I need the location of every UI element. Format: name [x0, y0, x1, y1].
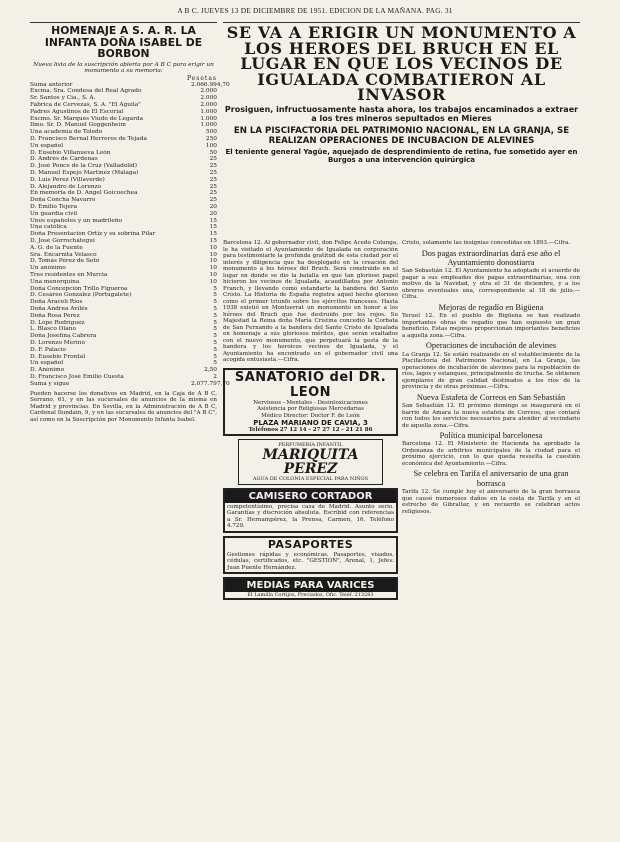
donor-name: Doña Josefina Cabrera: [30, 333, 97, 340]
mariquita-name: MARIQUITA PEREZ: [262, 446, 359, 477]
donor-name: D. Francisco Bernal Herreros de Tejada: [30, 136, 147, 143]
donor-row: [30, 265, 217, 272]
donor-amount: 2,50: [204, 367, 217, 374]
donor-amount: 25: [209, 170, 217, 177]
donor-amount: 25: [209, 183, 217, 190]
donor-amount: 15: [209, 231, 217, 238]
bruch-article: Barcelona 12. Al gobernador civil, don Felipe Acedo Colunga, le ha visitado el Ayuntamiento de Igualada en corporación para testimoniarle la profunda gratitud de esta ciudad por el interés y diligencia que ha desplegado en la creación del monumento a los héroes del Bruch. Será construido en el lugar en donde se dio la batalla en que tan glorioso papel hicieron los vecinos de Igualada, acaudillados por Antonio Franch, y llevando como estandarte la bandera del Santo Cristo. La Historia de España registra aquel hecho glorioso como el primer triunfo sobre los ejércitos franceses. Hasta 1938 existió en Montserrat un monumento en honor a los héroes del Bruch que fue destruido por los rojos. Su Majestad la Reina doña María Cristina concedió la Corbata de San Fernando a la bandera del Santo Cristo de Igualada en homenaje a sus gloriosos méritos, que serán exaltados con el nuevo monumento, que perpetuará la gesta de la bandera y los heroicos vecinos de Igualada, y el Ayuntamiento ha encontrado en el gobernador civil una acogida entusiasta.—Cifra.: [223, 240, 398, 363]
donor-amount: 10: [209, 272, 217, 278]
donor-row: [30, 258, 217, 265]
donor-row: [30, 211, 217, 218]
medias-text: El Lamilla Cortijos, Preciados, Ofic. Teléf. 213283: [247, 592, 374, 598]
donor-name: Doña Presentación Ortiz y su sobrina Pilar: [30, 231, 156, 238]
donor-name: Sra. Encarnita Velasco: [30, 251, 97, 258]
donor-name: D. Cesáreo González (Portugalete): [30, 292, 132, 299]
pasaportes-ad: [223, 536, 398, 575]
sanatorio-ad: [223, 368, 398, 436]
donor-row: [30, 367, 217, 374]
donor-name: Suma anterior: [30, 81, 73, 88]
donor-name: Fábrica de Cervezas, S. A. "El Aguila": [30, 102, 141, 109]
sanatorio-title: SANATORIO del DR. LEON: [234, 369, 387, 400]
donor-list: [30, 81, 230, 388]
donor-amount: 5: [213, 319, 217, 326]
donor-name: D. Alejandro de Lorenzo: [30, 183, 102, 190]
homenaje-intro: Nueva lista de la suscripción abierta por A B C para erigir un monumento a su memoria:: [33, 61, 214, 75]
donor-name: Una católica: [30, 224, 67, 231]
donor-amount: 2.066.994,70: [191, 81, 230, 88]
donor-row: [30, 129, 217, 136]
article-headline: Política municipal barcelonesa: [439, 431, 543, 441]
main-subtitle-3: El teniente general Yagüe, aquejado de desprendimiento de retina, fue sometido ayer en Burgos a una intervención quirúrgica: [225, 148, 578, 165]
donor-name: D. Emilio Tejera: [30, 204, 78, 211]
donor-amount: 25: [209, 197, 217, 204]
donor-amount: 10: [209, 278, 217, 285]
donor-name: Unos españoles y un madrileño: [30, 217, 123, 224]
donor-amount: 2: [213, 373, 217, 380]
donor-amount: 2.077.797,70: [191, 380, 230, 387]
page-header: A B C. JUEVES 13 DE DICIEMBRE DE 1951. EDICION DE LA MAÑANA. PAG. 31: [177, 6, 453, 15]
article-list: [402, 249, 580, 516]
donor-row: [30, 102, 217, 109]
donor-row: [30, 224, 217, 231]
donor-row: [30, 340, 217, 347]
donor-amount: 5: [213, 346, 217, 353]
donor-amount: 5: [213, 333, 217, 340]
donor-name: Un guardia civil: [30, 210, 78, 217]
donor-name: Un anónimo: [30, 265, 66, 272]
donor-amount: 5: [213, 305, 217, 312]
donor-amount: 20: [209, 210, 217, 217]
donor-name: D. Andrés de Cárdenas: [30, 156, 98, 163]
donor-name: D. Luis Pérez (Villaverde): [30, 176, 105, 183]
donor-amount: 5: [213, 299, 217, 306]
donor-amount: 2.000: [200, 95, 217, 102]
donor-amount: 2.000: [200, 88, 217, 95]
donor-row: [30, 109, 217, 116]
donor-amount: 1.000: [200, 122, 217, 129]
donor-name: Suma y sigue: [30, 380, 70, 387]
donor-row: [30, 360, 217, 367]
donor-name: D. José Gorrochátegui: [30, 238, 95, 245]
donor-amount: 15: [209, 224, 217, 231]
donor-row: [30, 231, 217, 238]
divider: [30, 22, 217, 23]
article-headline: Se celebra en Tarifa el aniversario de una gran borrasca: [413, 469, 569, 488]
donor-name: Una menorquina: [30, 278, 80, 285]
sanatorio-line2: Asistencia por Religiosas Mercedarias: [257, 406, 364, 412]
sanatorio-phones: Teléfonos 27 12 14 - 27 27 12 - 21 21 86: [248, 427, 373, 433]
main-headline: SE VA A ERIGIR UN MONUMENTO A LOS HEROES DEL BRUCH EN EL LUGAR EN QUE LOS VECINOS DE IGUALADA COMBATIERON AL INVASOR: [226, 23, 577, 104]
donor-row: [30, 122, 217, 129]
article-headline: Mejoras de regadío en Bigüena: [438, 302, 544, 312]
donor-row: [30, 320, 217, 327]
donor-row: [30, 163, 217, 170]
donor-name: A. G. de la Fuente: [30, 244, 83, 251]
homenaje-title: HOMENAJE A S. A. R. LA INFANTA DOÑA ISABEL DE BORBON: [44, 24, 203, 60]
donor-row: [30, 347, 217, 354]
camisero-text: competentísimo, precisa casa de Madrid. Asunto serio. Garantías y discreción absoluta. Escribid con referencias a Sr. Hernampérez, la Prensa, Carmen, 16. Teléfono 4.729.: [227, 503, 394, 529]
donor-row: [30, 156, 217, 163]
article-headline: Dos pagas extraordinarias dará ese año el Ayuntamiento donostiarra: [421, 248, 561, 267]
donor-amount: 10: [209, 244, 217, 251]
article-headline: Operaciones de incubación de alevines: [425, 341, 557, 351]
donor-row: [30, 170, 217, 177]
donor-amount: 10: [209, 258, 217, 265]
donor-amount: 1.000: [200, 108, 217, 115]
donor-amount: 25: [209, 176, 217, 183]
donor-amount: 25: [209, 156, 217, 163]
donor-amount: 5: [213, 326, 217, 333]
donor-amount: 5: [213, 360, 217, 367]
donor-row: [30, 177, 217, 184]
sanatorio-line3: Médico Director: Doctor F. de León: [261, 412, 360, 419]
donor-amount: 20: [209, 204, 217, 211]
donor-row: [30, 374, 217, 381]
donor-row: [30, 286, 217, 293]
donor-amount: 10: [209, 265, 217, 272]
pasaportes-title: PASAPORTES: [267, 537, 354, 551]
donor-row: [30, 190, 217, 197]
donor-row: [30, 299, 217, 306]
donor-name: Doña Rosa Pérez: [30, 312, 80, 319]
donor-name: Un español: [30, 142, 64, 149]
bruch-column: [223, 240, 398, 600]
camisero-ad: [223, 488, 398, 533]
donor-amount: 250: [205, 136, 217, 143]
donor-row: [30, 245, 217, 252]
donor-name: D. Lorenzo Merino: [30, 339, 86, 346]
donor-row: [30, 136, 217, 143]
article-body: La Granja 12. Se están realizando en el establecimiento de la Piscifactoría del Patrimonio Nacional, en La Granja, las operaciones de incubación de alevines para la repoblación de ríos, lagos y estanques, principalmente de trucha. Se obtienen ejemplares de gran calidad destinados a los ríos de la provincia y de otras próximas.—Cifra.: [402, 351, 580, 391]
donor-name: D. F. Palacio: [30, 346, 66, 353]
donor-name: Ilmo. Sr. D. Manuel Goggenheim: [30, 122, 126, 129]
donor-name: D. Eusebio Frontal: [30, 353, 86, 360]
intro-fragment: Cristo, solamente las insignias concedidas en 1893.—Cifra.: [402, 240, 571, 246]
donor-row: [30, 204, 217, 211]
mariquita-sub: AGUA DE COLONIA ESPECIAL PARA NIÑOS: [252, 475, 369, 482]
camisero-title: CAMISERO CORTADOR: [225, 490, 396, 503]
donor-name: Una academia de Toledo: [30, 129, 103, 136]
donor-amount: 5: [213, 339, 217, 346]
donor-row: [30, 354, 217, 361]
donor-amount: 5: [213, 292, 217, 299]
donor-name: Doña Araceli Ríos: [30, 299, 83, 306]
donor-name: Un español: [30, 360, 64, 367]
donor-amount: 1.000: [200, 115, 217, 122]
donor-row: [30, 143, 217, 150]
donor-name: D. Tomás Pérez de Soto: [30, 258, 100, 265]
homenaje-column: [30, 20, 230, 423]
medias-ad: [223, 577, 398, 600]
donor-name: En memoria de D. Angel Goicoechea: [30, 190, 138, 197]
donor-row: [30, 184, 217, 191]
donor-row: [30, 380, 230, 388]
donor-name: D. José Ponce de la Cruz (Valladolid): [30, 163, 137, 170]
donor-amount: 5: [213, 285, 217, 292]
donor-name: Excmo. Sr. Marqués Viudo de Legarda: [30, 115, 144, 122]
donor-amount: 15: [209, 217, 217, 224]
donor-row: [30, 116, 217, 123]
homenaje-footer: Pueden hacerse los donativos en Madrid, en la Caja de A B C, Serrano, 61, y en las sucursales de anuncios de la misma en Madrid y provincias. En Sevilla, en la Administración de A B C, Cardenal Ilundain, 9, y en las sucursales de anuncios del "A B C", así como en la Suscripción por Monumento Infanta Isabel.: [30, 390, 217, 423]
donor-row: [30, 279, 217, 286]
donor-row: [30, 306, 217, 313]
donor-row: [30, 81, 230, 89]
article-body: San Sebastián 12. El Ayuntamiento ha adoptado el acuerdo de pagar a sus empleados dos pagas extraordinarias, una con motivo de la Navidad, y otra el 31 de diciembre, y a los obreros eventuales una, correspondiente al 18 de julio.—Cifra.: [402, 268, 580, 301]
donor-name: D. Eusebio Villanueva León: [30, 149, 111, 156]
donor-amount: 50: [209, 149, 217, 156]
main-subtitle-2: EN LA PISCIFACTORIA DEL PATRIMONIO NACIONAL, EN LA GRANJA, SE REALIZAN OPERACIONES DE INCUBACION DE ALEVINES: [233, 126, 570, 147]
article-body: San Sebastián 12. El próximo domingo se inaugurará en el barrio de Amara la nueva estafeta de Correos, que contará con todos los servicios necesarios para atender al vecindario de aquella zona.—Cifra.: [402, 403, 580, 429]
article-headline: Nueva Estafeta de Correos en San Sebastián: [416, 392, 566, 402]
donor-row: [30, 292, 217, 299]
donor-row: [30, 313, 217, 320]
donor-amount: 100: [205, 142, 217, 149]
donor-amount: 25: [209, 190, 217, 197]
donor-amount: 5: [213, 353, 217, 360]
donor-name: D. Lope Rodríguez: [30, 319, 85, 326]
donor-name: Doña Concepción Trillo Figueroa: [30, 285, 128, 292]
mariquita-top: PERFUMERIA INFANTIL: [278, 441, 343, 448]
donor-name: D. Manuel Espejo Martínez (Málaga): [30, 170, 139, 177]
donor-row: [30, 197, 217, 204]
sanatorio-line1: Nerviosos - Mentales - Desintoxicaciones: [253, 399, 368, 406]
news-column: [402, 240, 580, 515]
medias-title: MEDIAS PARA VARICES: [225, 579, 396, 592]
donor-name: Doña Andrea Avilés: [30, 305, 88, 312]
article-body: Tarifa 12. Se cumple hoy el aniversario de la gran borrasca que causó numerosos daños en la costa de Tarifa y en el estrecho de Gibraltar, y en recuerdo se celebran actos religiosos.: [402, 489, 580, 515]
donor-row: [30, 218, 217, 225]
donor-name: D. Anónimo: [30, 367, 65, 374]
pasaportes-text: Gestiones rápidas y económicas. Pasaportes, visados, cédulas, certificados, etc. "GESTION", Arenal, 1, Jefes: Juan Puente Hernández.: [227, 551, 394, 571]
donor-amount: 500: [205, 129, 217, 136]
donor-amount: 15: [209, 238, 217, 245]
donor-amount: 2.000: [200, 102, 217, 109]
donor-name: L. Blasco Olano: [30, 326, 76, 333]
donor-name: Doña Concha Navarro: [30, 197, 96, 204]
article-body: Teruel 12. En el pueblo de Bigüena se han realizado importantes obras de regadío que han supuesto un gran beneficio. Estas mejoras proporcionan importantes beneficios a aquella zona.—Cifra.: [402, 313, 580, 339]
donor-row: [30, 272, 217, 279]
donor-name: D. Francisco José Emilio Cuesta: [30, 373, 124, 380]
article-body: Barcelona 12. El Ministerio de Hacienda ha aprobado la Ordenanza de arbitrios municipales de la ciudad para el próximo ejercicio, con lo que queda resuelta la cuestión económica del Ayuntamiento.—Cifra.: [402, 441, 580, 467]
donor-name: Tres residentes en Murcia: [30, 272, 108, 278]
donor-row: [30, 88, 217, 95]
donor-row: [30, 150, 217, 157]
donor-amount: 10: [209, 251, 217, 258]
donor-amount: 25: [209, 163, 217, 170]
donor-row: [30, 238, 217, 245]
sanatorio-address: PLAZA MARIANO DE CAVIA, 3: [253, 419, 368, 427]
pesetas-label: Pesetas: [186, 74, 217, 82]
main-subtitle: Prosiguen, infructuosamente hasta ahora, los trabajos encaminados a extraer a los tres mineros sepultados en Mieres: [224, 104, 579, 124]
donor-row: [30, 95, 217, 102]
donor-row: [30, 252, 217, 259]
donor-row: [30, 333, 217, 340]
donor-name: Excma. Sra. Condesa del Real Agrado: [30, 88, 142, 95]
donor-row: [30, 326, 217, 333]
donor-name: Padres Agustinos de El Escorial: [30, 108, 124, 115]
donor-amount: 5: [213, 312, 217, 319]
mariquita-ad: [238, 439, 383, 485]
main-headline-block: [223, 20, 580, 167]
donor-name: Sr. Santos y Cía., S. A.: [30, 95, 96, 102]
